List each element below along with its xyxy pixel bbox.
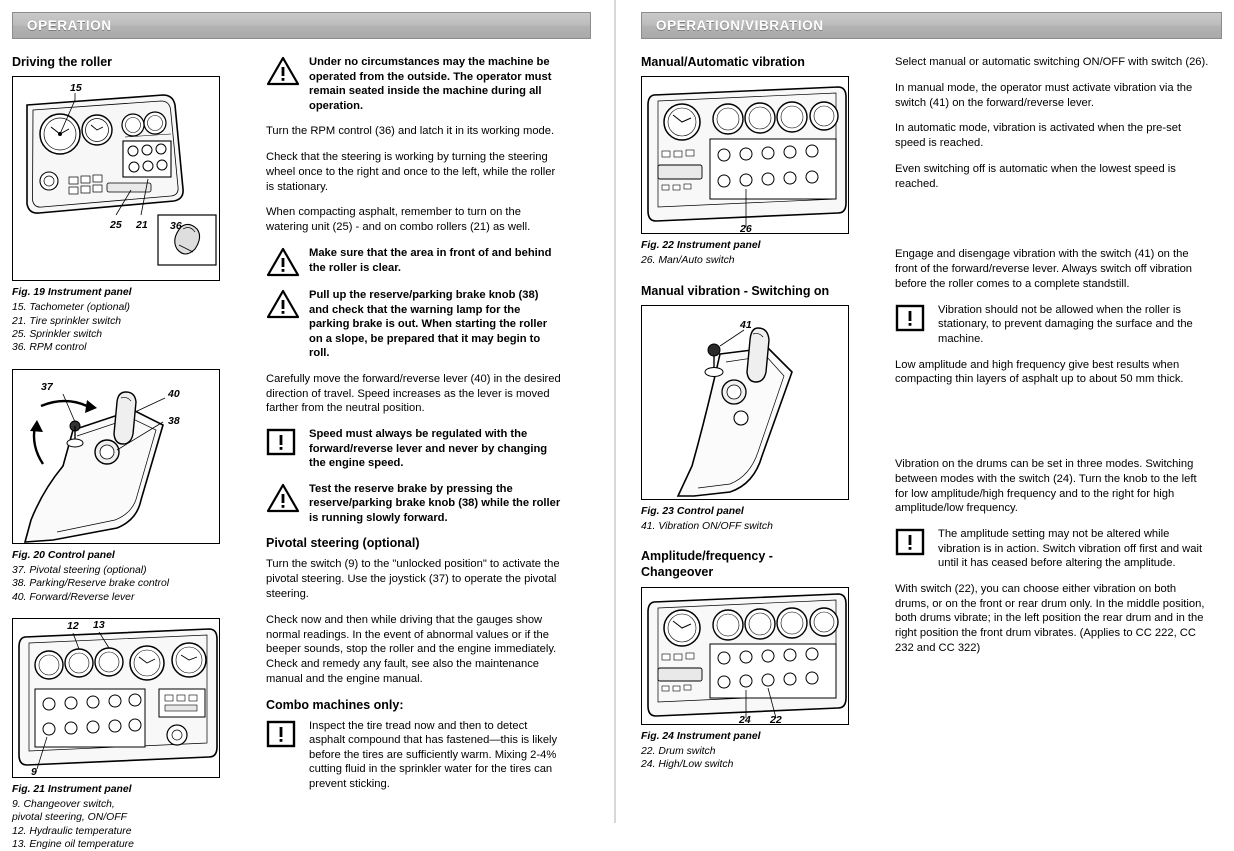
svg-text:24: 24 xyxy=(739,713,751,724)
svg-text:21: 21 xyxy=(136,219,148,231)
fig21-caption xyxy=(12,783,252,796)
amplitude-frequency-heading xyxy=(641,549,881,580)
paragraph: Vibration on the drums can be set in three modes. Switching between modes with the switch (24). Turn the knob to the left for low amplitude/high frequency and to the right for high amplitude/low frequency. xyxy=(895,458,1197,515)
fig24-items xyxy=(641,745,881,772)
fig22-item: 26. Man/Auto switch xyxy=(641,255,735,267)
fig23-caption xyxy=(641,505,881,518)
warning-text: Pull up the reserve/parking brake knob (38) and check that the warning lamp for the parking brake is out. When starting the roller on a slope, be prepared that it may begin to roll. xyxy=(309,288,548,360)
combo-machines-heading: Combo machines only: xyxy=(266,697,404,712)
svg-text:12: 12 xyxy=(67,619,79,632)
warning-block xyxy=(266,246,561,277)
note-text: Inspect the tire tread now and then to detect asphalt compound that has fastened—this is likely before the tires are sufficiently warm. Mixing 2-4% cutting fluid in the sprinkler water for the tires can prevent sticking. xyxy=(309,719,558,790)
fig19-number: Fig. 19 xyxy=(12,287,45,298)
left-figure-column xyxy=(12,55,252,851)
note-block xyxy=(266,719,561,792)
fig19-name: Instrument panel xyxy=(47,287,132,298)
exclamation-box-icon xyxy=(266,719,300,748)
right-banner-title: OPERATION/VIBRATION xyxy=(656,18,824,33)
fig21-name: Instrument panel xyxy=(47,783,132,795)
warning-triangle-icon xyxy=(266,55,300,86)
fig23-image xyxy=(641,305,849,500)
svg-text:36: 36 xyxy=(170,220,182,232)
fig20-item: 38. Parking/Reserve brake control xyxy=(12,578,170,590)
svg-text:38: 38 xyxy=(168,414,180,427)
right-page-banner xyxy=(641,12,1222,39)
paragraph: Engage and disengage vibration with the switch (41) on the front of the forward/reverse lever. Always switch off vibration before the roller comes to a complete standstill. xyxy=(895,248,1193,291)
note-block xyxy=(895,303,1210,347)
fig24-item: 24. High/Low switch xyxy=(641,759,734,771)
fig24-caption xyxy=(641,730,881,743)
fig22-name: Instrument panel xyxy=(676,240,761,251)
paragraph: Select manual or automatic switching ON/OFF with switch (26). xyxy=(895,56,1209,68)
fig23-item: 41. Vibration ON/OFF switch xyxy=(641,520,773,532)
fig22-number: Fig. 22 xyxy=(641,240,674,251)
fig19-caption xyxy=(12,286,252,299)
left-page xyxy=(0,0,605,851)
left-banner-title: OPERATION xyxy=(27,18,112,33)
fig20-item: 40. Forward/Reverse lever xyxy=(12,591,135,603)
amplitude-frequency-heading-line2: Changeover xyxy=(641,564,714,579)
driving-the-roller-heading: Driving the roller xyxy=(12,55,113,69)
fig24-item: 22. Drum switch xyxy=(641,746,716,758)
warning-triangle-icon xyxy=(266,246,300,277)
note-block xyxy=(266,427,561,471)
manual-vibration-heading: Manual vibration - Switching on xyxy=(641,283,830,298)
note-text: Vibration should not be allowed when the roller is stationary, to prevent damaging the surface and the machine. xyxy=(938,303,1193,345)
paragraph: Even switching off is automatic when the lowest speed is reached. xyxy=(895,162,1176,190)
fig21-item: 13. Engine oil temperature xyxy=(12,839,134,851)
fig20-number: Fig. 20 xyxy=(12,549,45,561)
fig20-name: Control panel xyxy=(47,549,115,561)
right-figure-column xyxy=(641,55,881,772)
fig23-number: Fig. 23 xyxy=(641,505,674,517)
note-text: The amplitude setting may not be altered while vibration is in action. Switch vibration off first and wait until it has ceased before altering the amplitude. xyxy=(938,528,1203,570)
fig21-item: 9. Changeover switch, xyxy=(12,799,115,811)
svg-text:40: 40 xyxy=(168,387,180,400)
fig21-item: pivotal steering, ON/OFF xyxy=(12,812,127,824)
warning-text: Test the reserve brake by pressing the reserve/parking brake knob (38) while the roller is running slowly forward. xyxy=(309,482,561,524)
paragraph: In automatic mode, vibration is activated when the pre-set speed is reached. xyxy=(895,122,1182,150)
svg-text:41: 41 xyxy=(740,318,752,331)
warning-block xyxy=(266,482,561,526)
svg-text:22: 22 xyxy=(770,713,782,724)
fig19-item: 36. RPM control xyxy=(12,342,87,354)
fig22-items xyxy=(641,254,881,267)
paragraph: With switch (22), you can choose either vibration on both drums, or on the front or rear drum only. In the middle position, both drums vibrate; in the left position the rear drum and in the right position the front drum vibrates. (Applies to CC 222, CC 232 and CC 322) xyxy=(895,582,1205,654)
fig23-items xyxy=(641,520,881,533)
fig21-image xyxy=(12,618,220,778)
paragraph: Turn the RPM control (36) and latch it in its working mode. xyxy=(266,125,555,138)
paragraph: Low amplitude and high frequency give best results when compacting thin layers of asphalt up to about 50 mm thick. xyxy=(895,358,1184,386)
paragraph: Check that the steering is working by turning the steering wheel once to the right and once to the left, while the roller is stationary. xyxy=(266,151,556,193)
fig19-item: 21. Tire sprinkler switch xyxy=(12,315,122,327)
fig20-item: 37. Pivotal steering (optional) xyxy=(12,564,147,576)
amplitude-frequency-heading-line1: Amplitude/frequency - xyxy=(641,549,773,564)
fig19-items xyxy=(12,301,252,354)
warning-block xyxy=(266,55,561,113)
pivotal-steering-heading: Pivotal steering (optional) xyxy=(266,536,420,551)
fig22-image xyxy=(641,76,849,234)
svg-text:26: 26 xyxy=(740,223,752,233)
paragraph: Check now and then while driving that the gauges show normal readings. In the event of abnormal values or if the beeper sounds, stop the roller and the engine immediately. Check and remedy any fault, see also the maintenance manual and the engine manual. xyxy=(266,613,557,685)
note-block xyxy=(895,527,1210,571)
exclamation-box-icon xyxy=(895,303,929,332)
right-text-column xyxy=(895,55,1210,772)
fig19-item: 15. Tachometer (optional) xyxy=(12,302,131,314)
fig20-caption xyxy=(12,549,252,562)
fig19-item: 25. Sprinkler switch xyxy=(12,328,103,340)
page-divider xyxy=(605,0,627,823)
left-text-column xyxy=(266,55,561,851)
fig21-number: Fig. 21 xyxy=(12,783,45,795)
fig24-number: Fig. 24 xyxy=(641,730,674,742)
paragraph: When compacting asphalt, remember to turn on the watering unit (25) - and on combo rollers (21) as well. xyxy=(266,206,531,234)
left-page-banner xyxy=(12,12,591,39)
warning-text: Under no circumstances may the machine be operated from the outside. The operator must remain seated inside the machine during all operation. xyxy=(309,56,552,112)
svg-text:37: 37 xyxy=(41,380,53,393)
fig23-name: Control panel xyxy=(676,505,744,517)
fig21-item: 12. Hydraulic temperature xyxy=(12,825,132,837)
fig24-name: Instrument panel xyxy=(676,730,761,742)
exclamation-box-icon xyxy=(895,527,929,556)
warning-text: Make sure that the area in front of and behind the roller is clear. xyxy=(309,246,552,274)
fig22-caption xyxy=(641,239,881,252)
exclamation-box-icon xyxy=(266,427,300,456)
paragraph: Carefully move the forward/reverse lever (40) in the desired direction of travel. Speed increases as the lever is moved farther from the neutral position. xyxy=(266,372,561,415)
svg-text:9: 9 xyxy=(31,765,37,777)
manual-automatic-vibration-heading: Manual/Automatic vibration xyxy=(641,55,805,69)
svg-text:25: 25 xyxy=(110,219,122,231)
svg-text:13: 13 xyxy=(93,618,105,631)
paragraph: Turn the switch (9) to the "unlocked position" to activate the pivotal steering. Use the joystick (37) to operate the pivotal steering. xyxy=(266,558,560,601)
fig19-image xyxy=(12,76,220,281)
warning-triangle-icon xyxy=(266,482,300,513)
svg-text:15: 15 xyxy=(70,82,82,94)
fig20-image xyxy=(12,369,220,544)
fig20-items xyxy=(12,564,252,604)
warning-block xyxy=(266,288,561,361)
fig21-items xyxy=(12,798,252,851)
warning-triangle-icon xyxy=(266,288,300,319)
right-page xyxy=(627,0,1234,823)
fig24-image xyxy=(641,587,849,725)
paragraph: In manual mode, the operator must activate vibration via the switch (41) on the forward/reverse lever. xyxy=(895,81,1193,109)
note-text: Speed must always be regulated with the forward/reverse lever and never by changing the engine speed. xyxy=(309,428,548,470)
